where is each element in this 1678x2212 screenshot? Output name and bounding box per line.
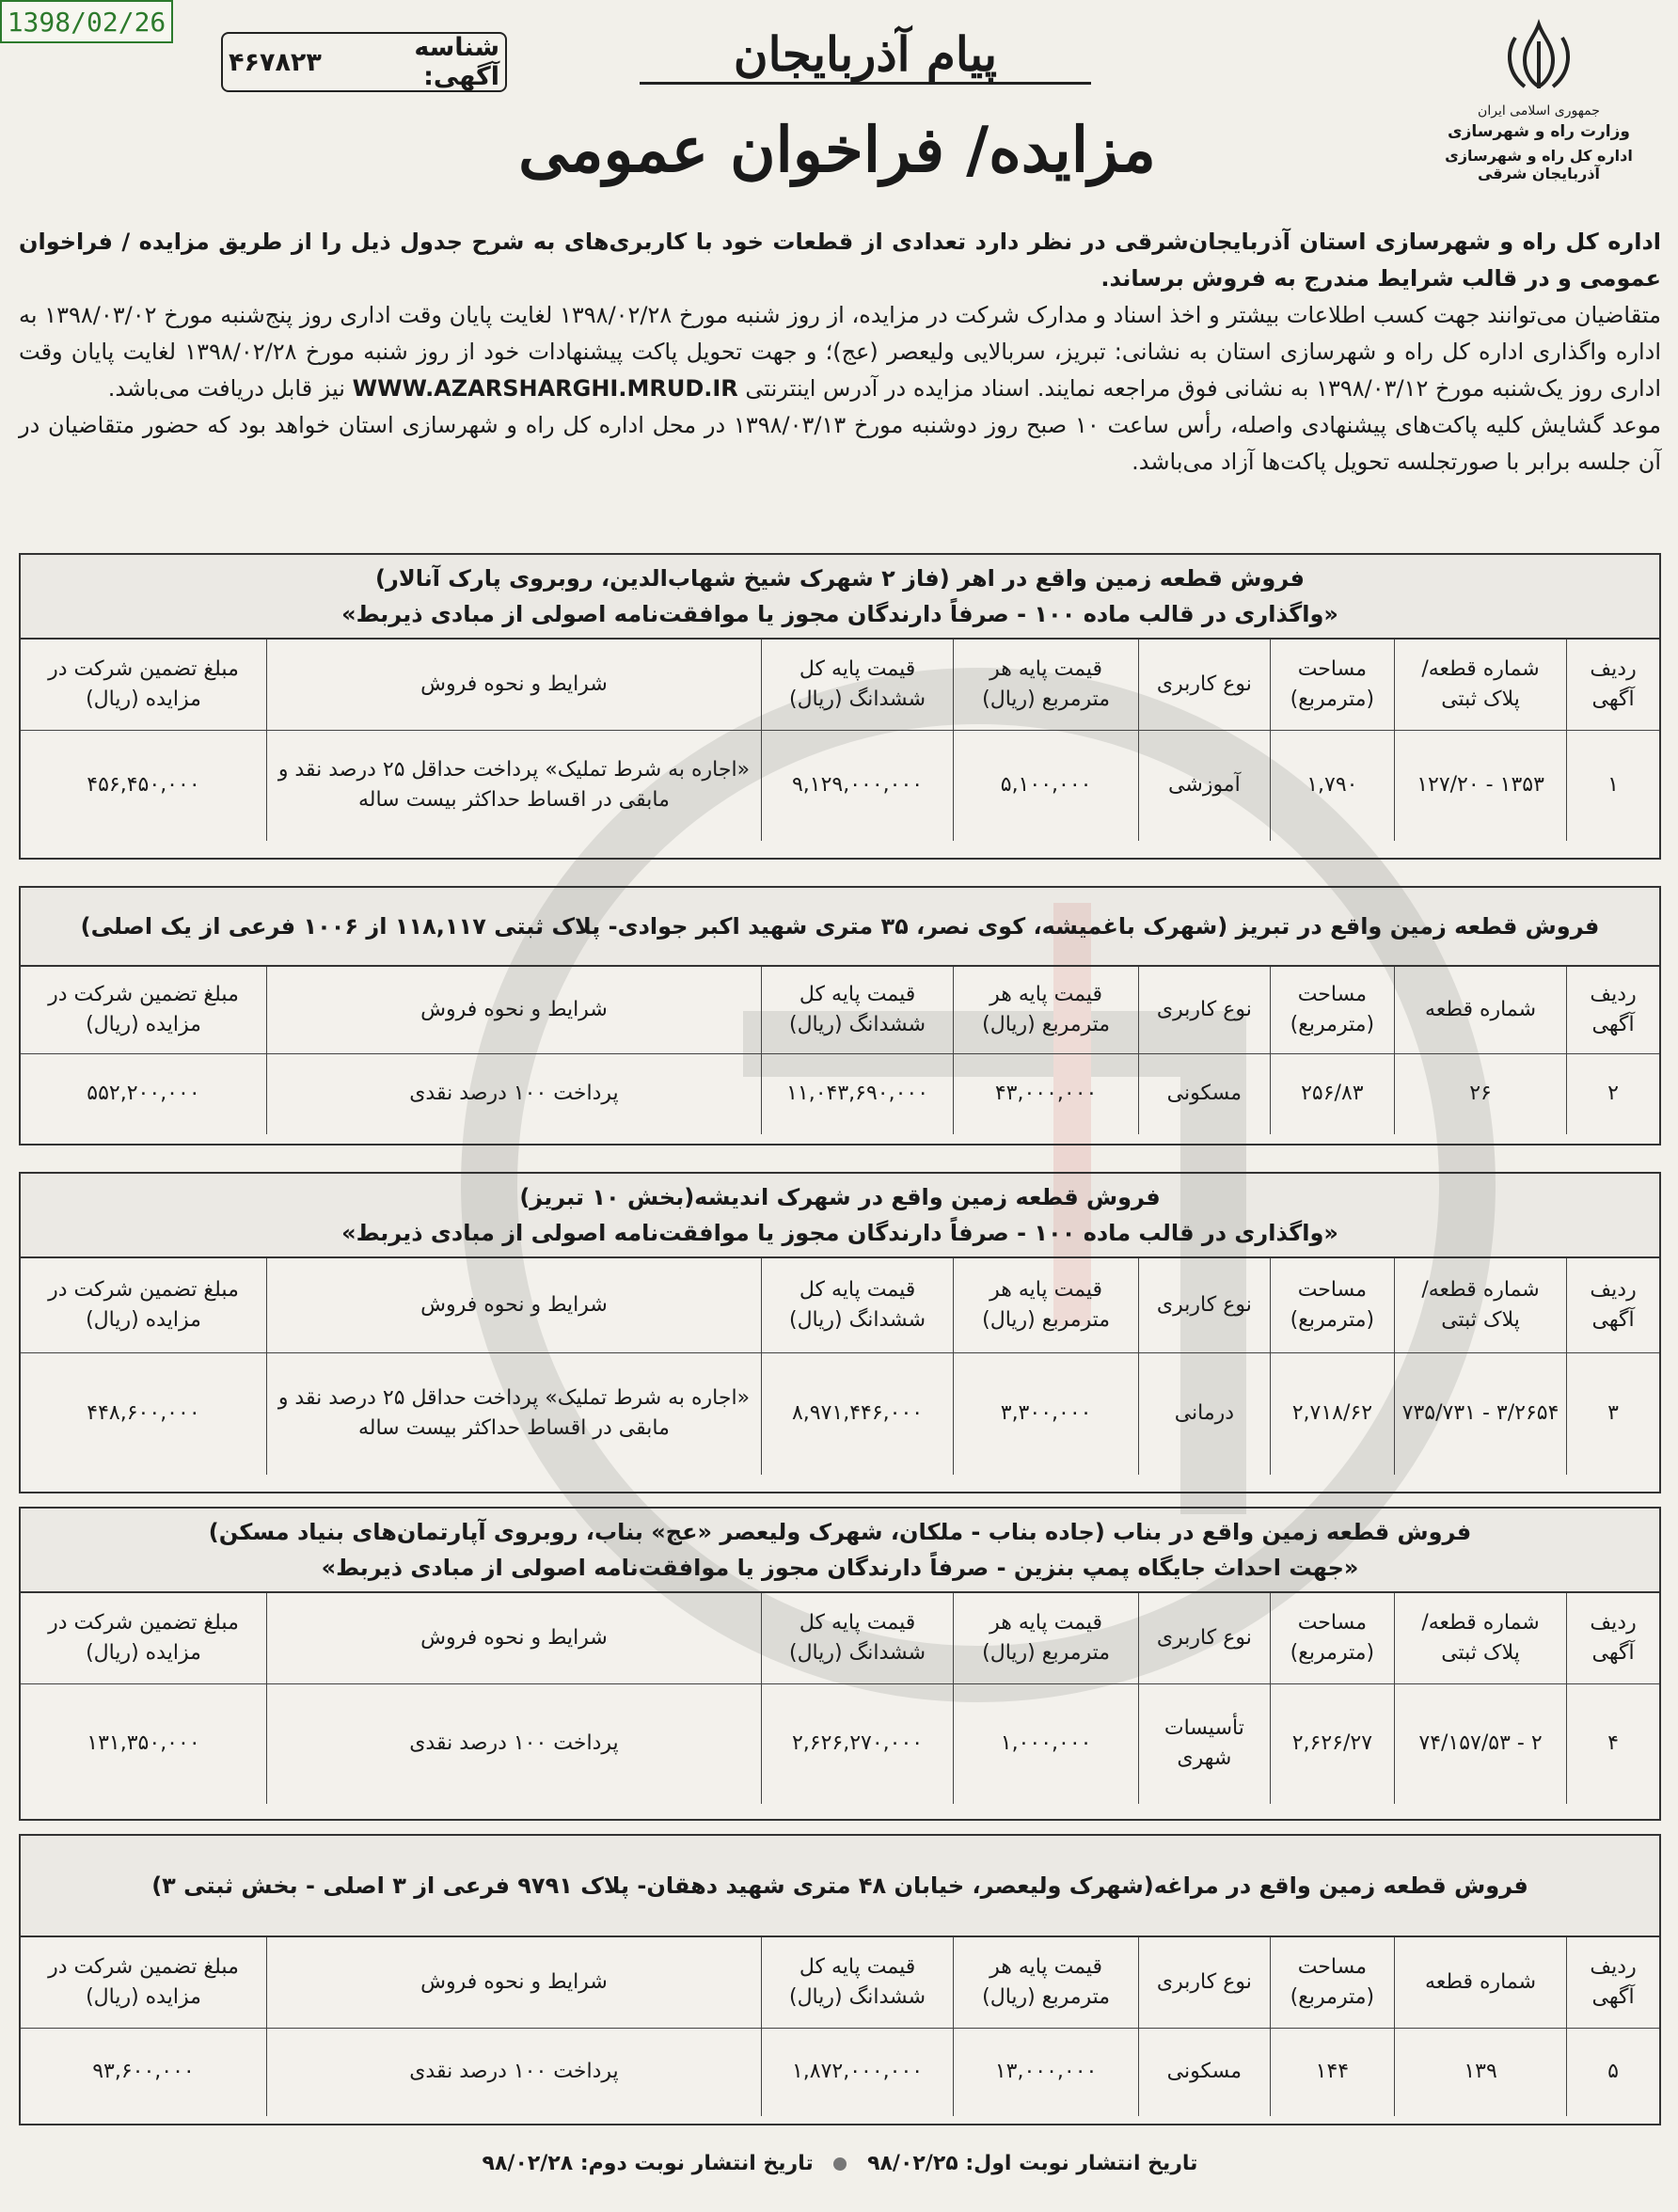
lot-section-4	[19, 1507, 1661, 1821]
col-header-unit-price: قیمت پایه هر مترمربع (ریال)	[954, 1258, 1139, 1352]
cell-terms: «اجاره به شرط تملیک» پرداخت حداقل ۲۵ درصد نقد و مابقی در اقساط حداکثر بیست ساله	[266, 730, 761, 841]
lot-table	[21, 1593, 1659, 1804]
col-header-total-price: قیمت پایه کل ششدانگ (ریال)	[761, 1258, 953, 1352]
lot-title-line-2: «جهت احداث جایگاه پمپ بنزین - صرفاً دارندگان مجوز یا موافقت‌نامه اصولی از مبادی ذیربط»	[321, 1555, 1359, 1581]
cell-usage: مسکونی	[1139, 1053, 1271, 1134]
col-header-row: ردیف آگهی	[1567, 1258, 1659, 1352]
cell-area: ۲۵۶/۸۳	[1270, 1053, 1394, 1134]
cell-usage: درمانی	[1139, 1352, 1271, 1475]
lot-title	[21, 1174, 1659, 1258]
cell-guarantee: ۹۳,۶۰۰,۰۰۰	[21, 2028, 266, 2116]
cell-guarantee: ۱۳۱,۳۵۰,۰۰۰	[21, 1683, 266, 1804]
intro-paragraph-2a: متقاضیان می‌توانند جهت کسب اطلاعات بیشتر و اخذ اسناد و مدارک شرکت در مزایده، از روز شنبه مورخ ۱۳۹۸/۰۲/۲۸ لغایت پایان وقت اداری روز پنج‌شنبه مورخ ۱۳۹۸/۰۳/۰۲ به اداره واگذاری اداره کل راه و شهرسازی استان به نشانی: تبریز، سربالایی ولیعصر (عج)؛ و جهت تحویل پاکت پیشنهادات خود از روز شنبه مورخ ۱۳۹۸/۰۲/۲۸ لغایت پایان وقت اداری روز یک‌شنبه مورخ ۱۳۹۸/۰۳/۱۲ به نشانی فوق مراجعه نمایند. اسناد مزایده در آدرس اینترنتی	[19, 302, 1662, 402]
lot-table	[21, 1937, 1659, 2116]
col-header-usage: نوع کاربری	[1139, 1937, 1271, 2028]
col-header-total-price: قیمت پایه کل ششدانگ (ریال)	[761, 967, 953, 1053]
cell-plot: ۲۶	[1395, 1053, 1567, 1134]
col-header-terms: شرایط و نحوه فروش	[266, 640, 761, 730]
cell-row: ۴	[1567, 1683, 1659, 1804]
table-row	[21, 730, 1659, 841]
auction-notice	[19, 9, 1661, 2201]
col-header-guarantee: مبلغ تضمین شرکت در مزایده (ریال)	[21, 1258, 266, 1352]
col-header-area: مساحت (مترمربع)	[1270, 1593, 1394, 1683]
cell-terms: پرداخت ۱۰۰ درصد نقدی	[266, 2028, 761, 2116]
table-row	[21, 1053, 1659, 1134]
newspaper-name: پیام آذربایجان	[640, 26, 1091, 85]
intro-paragraph-2b: نیز قابل دریافت می‌باشد.	[107, 375, 345, 402]
cell-unit-price: ۳,۳۰۰,۰۰۰	[954, 1352, 1139, 1475]
col-header-terms: شرایط و نحوه فروش	[266, 967, 761, 1053]
col-header-row: ردیف آگهی	[1567, 1593, 1659, 1683]
cell-guarantee: ۴۴۸,۶۰۰,۰۰۰	[21, 1352, 266, 1475]
col-header-plot: شماره قطعه/ پلاک ثبتی	[1395, 1258, 1567, 1352]
org-ministry: وزارت راه و شهرسازی	[1447, 122, 1630, 141]
col-header-area: مساحت (مترمربع)	[1270, 1258, 1394, 1352]
ad-id-label: شناسه آگهی:	[414, 33, 499, 91]
col-header-row: ردیف آگهی	[1567, 1937, 1659, 2028]
cell-usage: تأسیسات شهری	[1139, 1683, 1271, 1804]
col-header-unit-price: قیمت پایه هر مترمربع (ریال)	[954, 1593, 1139, 1683]
lot-title-line-2: «واگذاری در قالب ماده ۱۰۰ - صرفاً دارندگان مجوز یا موافقت‌نامه اصولی از مبادی ذیربط»	[341, 1220, 1338, 1246]
col-header-total-price: قیمت پایه کل ششدانگ (ریال)	[761, 1593, 953, 1683]
col-header-plot: شماره قطعه/ پلاک ثبتی	[1395, 1593, 1567, 1683]
cell-total-price: ۹,۱۲۹,۰۰۰,۰۰۰	[761, 730, 953, 841]
col-header-plot: شماره قطعه/ پلاک ثبتی	[1395, 640, 1567, 730]
lot-section-5	[19, 1834, 1661, 2125]
org-department: اداره کل راه و شهرسازی آذربایجان شرقی	[1445, 147, 1633, 182]
cell-total-price: ۱,۸۷۲,۰۰۰,۰۰۰	[761, 2028, 953, 2116]
col-header-usage: نوع کاربری	[1139, 640, 1271, 730]
col-header-area: مساحت (مترمربع)	[1270, 640, 1394, 730]
col-header-terms: شرایط و نحوه فروش	[266, 1937, 761, 2028]
cell-guarantee: ۵۵۲,۲۰۰,۰۰۰	[21, 1053, 266, 1134]
intro-paragraph-2	[19, 297, 1661, 407]
lot-title-line-1: فروش قطعه زمین واقع در بناب (جاده بناب - ملکان، شهرک ولیعصر «عج» بناب، روبروی آپارتمان‌های بنیاد مسکن)	[208, 1519, 1472, 1545]
table-row	[21, 1352, 1659, 1475]
cell-plot: ۱۳۹	[1395, 2028, 1567, 2116]
lot-title-line-1: فروش قطعه زمین واقع در مراغه(شهرک ولیعصر، خیابان ۴۸ متری شهید دهقان- پلاک ۹۷۹۱ فرعی از ۳ اصلی - بخش ثبتی ۳)	[151, 1872, 1528, 1899]
header	[19, 9, 1661, 198]
cell-usage: آموزشی	[1139, 730, 1271, 841]
col-header-area: مساحت (مترمربع)	[1270, 967, 1394, 1053]
lot-table	[21, 1258, 1659, 1475]
col-header-plot: شماره قطعه	[1395, 1937, 1567, 2028]
col-header-guarantee: مبلغ تضمین شرکت در مزایده (ریال)	[21, 967, 266, 1053]
website-url: WWW.AZARSHARGHI.MRUD.IR	[352, 375, 738, 402]
intro-paragraph-3: موعد گشایش کلیه پاکت‌های پیشنهادی واصله، رأس ساعت ۱۰ صبح روز دوشنبه مورخ ۱۳۹۸/۰۳/۱۳ در محل اداره کل راه و شهرسازی استان خواهد بود که حضور متقاضیان در آن جلسه برابر با صورتجلسه تحویل پاکت‌ها آزاد می‌باشد.	[19, 412, 1662, 475]
bullet-icon	[833, 2157, 847, 2171]
col-header-total-price: قیمت پایه کل ششدانگ (ریال)	[761, 640, 953, 730]
cell-guarantee: ۴۵۶,۴۵۰,۰۰۰	[21, 730, 266, 841]
cell-total-price: ۲,۶۲۶,۲۷۰,۰۰۰	[761, 1683, 953, 1804]
lot-title-line-1: فروش قطعه زمین واقع در شهرک اندیشه(بخش ۱۰ تبریز)	[519, 1184, 1161, 1210]
col-header-usage: نوع کاربری	[1139, 967, 1271, 1053]
org-country: جمهوری اسلامی ایران	[1478, 103, 1600, 118]
cell-plot: ۳/۲۶۵۴ - ۷۳۵/۷۳۱	[1395, 1352, 1567, 1475]
col-header-guarantee: مبلغ تضمین شرکت در مزایده (ریال)	[21, 1593, 266, 1683]
cell-unit-price: ۴۳,۰۰۰,۰۰۰	[954, 1053, 1139, 1134]
cell-area: ۲,۶۲۶/۲۷	[1270, 1683, 1394, 1804]
col-header-guarantee: مبلغ تضمین شرکت در مزایده (ریال)	[21, 1937, 266, 2028]
col-header-row: ردیف آگهی	[1567, 640, 1659, 730]
first-publication-date: تاریخ انتشار نوبت اول: ۹۸/۰۲/۲۵	[867, 2152, 1198, 2175]
organization-block	[1417, 19, 1661, 182]
cell-terms: «اجاره به شرط تملیک» پرداخت حداقل ۲۵ درصد نقد و مابقی در اقساط حداکثر بیست ساله	[266, 1352, 761, 1475]
col-header-terms: شرایط و نحوه فروش	[266, 1258, 761, 1352]
second-publication-date: تاریخ انتشار نوبت دوم: ۹۸/۰۲/۲۸	[482, 2152, 814, 2175]
table-row	[21, 1683, 1659, 1804]
table-row	[21, 2028, 1659, 2116]
cell-row: ۳	[1567, 1352, 1659, 1475]
cell-plot: ۲ - ۷۴/۱۵۷/۵۳	[1395, 1683, 1567, 1804]
lot-title-line-2: «واگذاری در قالب ماده ۱۰۰ - صرفاً دارندگان مجوز یا موافقت‌نامه اصولی از مبادی ذیربط»	[341, 601, 1338, 627]
cell-area: ۱,۷۹۰	[1270, 730, 1394, 841]
cell-terms: پرداخت ۱۰۰ درصد نقدی	[266, 1683, 761, 1804]
cell-row: ۱	[1567, 730, 1659, 841]
ad-id-value: ۴۶۷۸۲۳	[229, 47, 322, 77]
lot-section-3	[19, 1172, 1661, 1493]
lot-title-line-1: فروش قطعه زمین واقع در تبریز (شهرک باغمیشه، کوی نصر، ۳۵ متری شهید اکبر جوادی- پلاک ثبتی ۱۱۸,۱۱۷ از ۱۰۰۶ فرعی از یک اصلی)	[80, 913, 1600, 940]
cell-area: ۲,۷۱۸/۶۲	[1270, 1352, 1394, 1475]
lot-title	[21, 555, 1659, 640]
lot-title-line-1: فروش قطعه زمین واقع در اهر (فاز ۲ شهرک شیخ شهاب‌الدین، روبروی پارک آنالار)	[375, 565, 1305, 592]
col-header-total-price: قیمت پایه کل ششدانگ (ریال)	[761, 1937, 953, 2028]
cell-unit-price: ۱,۰۰۰,۰۰۰	[954, 1683, 1139, 1804]
cell-plot: ۱۳۵۳ - ۱۲۷/۲۰	[1395, 730, 1567, 841]
col-header-unit-price: قیمت پایه هر مترمربع (ریال)	[954, 640, 1139, 730]
cell-area: ۱۴۴	[1270, 2028, 1394, 2116]
cell-row: ۵	[1567, 2028, 1659, 2116]
page-title: مزایده/ فراخوان عمومی	[518, 113, 1156, 186]
publication-dates	[19, 2152, 1661, 2175]
intro-text	[19, 224, 1661, 481]
lot-title	[21, 1509, 1659, 1593]
cell-unit-price: ۵,۱۰۰,۰۰۰	[954, 730, 1139, 841]
col-header-usage: نوع کاربری	[1139, 1593, 1271, 1683]
lot-section-2	[19, 886, 1661, 1146]
cell-usage: مسکونی	[1139, 2028, 1271, 2116]
iran-emblem-icon	[1496, 19, 1581, 96]
lot-section-1	[19, 553, 1661, 860]
col-header-row: ردیف آگهی	[1567, 967, 1659, 1053]
cell-total-price: ۱۱,۰۴۳,۶۹۰,۰۰۰	[761, 1053, 953, 1134]
ad-id-box	[221, 32, 507, 92]
intro-paragraph-1: اداره کل راه و شهرسازی استان آذربایجان‌شرقی در نظر دارد تعدادی از قطعات خود با کاربری‌های به شرح جدول ذیل را از طریق مزایده / فراخوان عمومی و در قالب شرایط مندرج به فروش برساند.	[19, 229, 1661, 292]
col-header-area: مساحت (مترمربع)	[1270, 1937, 1394, 2028]
col-header-unit-price: قیمت پایه هر مترمربع (ریال)	[954, 1937, 1139, 2028]
lot-title	[21, 888, 1659, 967]
date-stamp: 1398/02/26	[0, 0, 173, 43]
col-header-usage: نوع کاربری	[1139, 1258, 1271, 1352]
cell-terms: پرداخت ۱۰۰ درصد نقدی	[266, 1053, 761, 1134]
cell-unit-price: ۱۳,۰۰۰,۰۰۰	[954, 2028, 1139, 2116]
lot-title	[21, 1836, 1659, 1937]
lot-table	[21, 640, 1659, 841]
cell-row: ۲	[1567, 1053, 1659, 1134]
cell-total-price: ۸,۹۷۱,۴۴۶,۰۰۰	[761, 1352, 953, 1475]
col-header-terms: شرایط و نحوه فروش	[266, 1593, 761, 1683]
lot-table	[21, 967, 1659, 1134]
col-header-plot: شماره قطعه	[1395, 967, 1567, 1053]
col-header-unit-price: قیمت پایه هر مترمربع (ریال)	[954, 967, 1139, 1053]
col-header-guarantee: مبلغ تضمین شرکت در مزایده (ریال)	[21, 640, 266, 730]
